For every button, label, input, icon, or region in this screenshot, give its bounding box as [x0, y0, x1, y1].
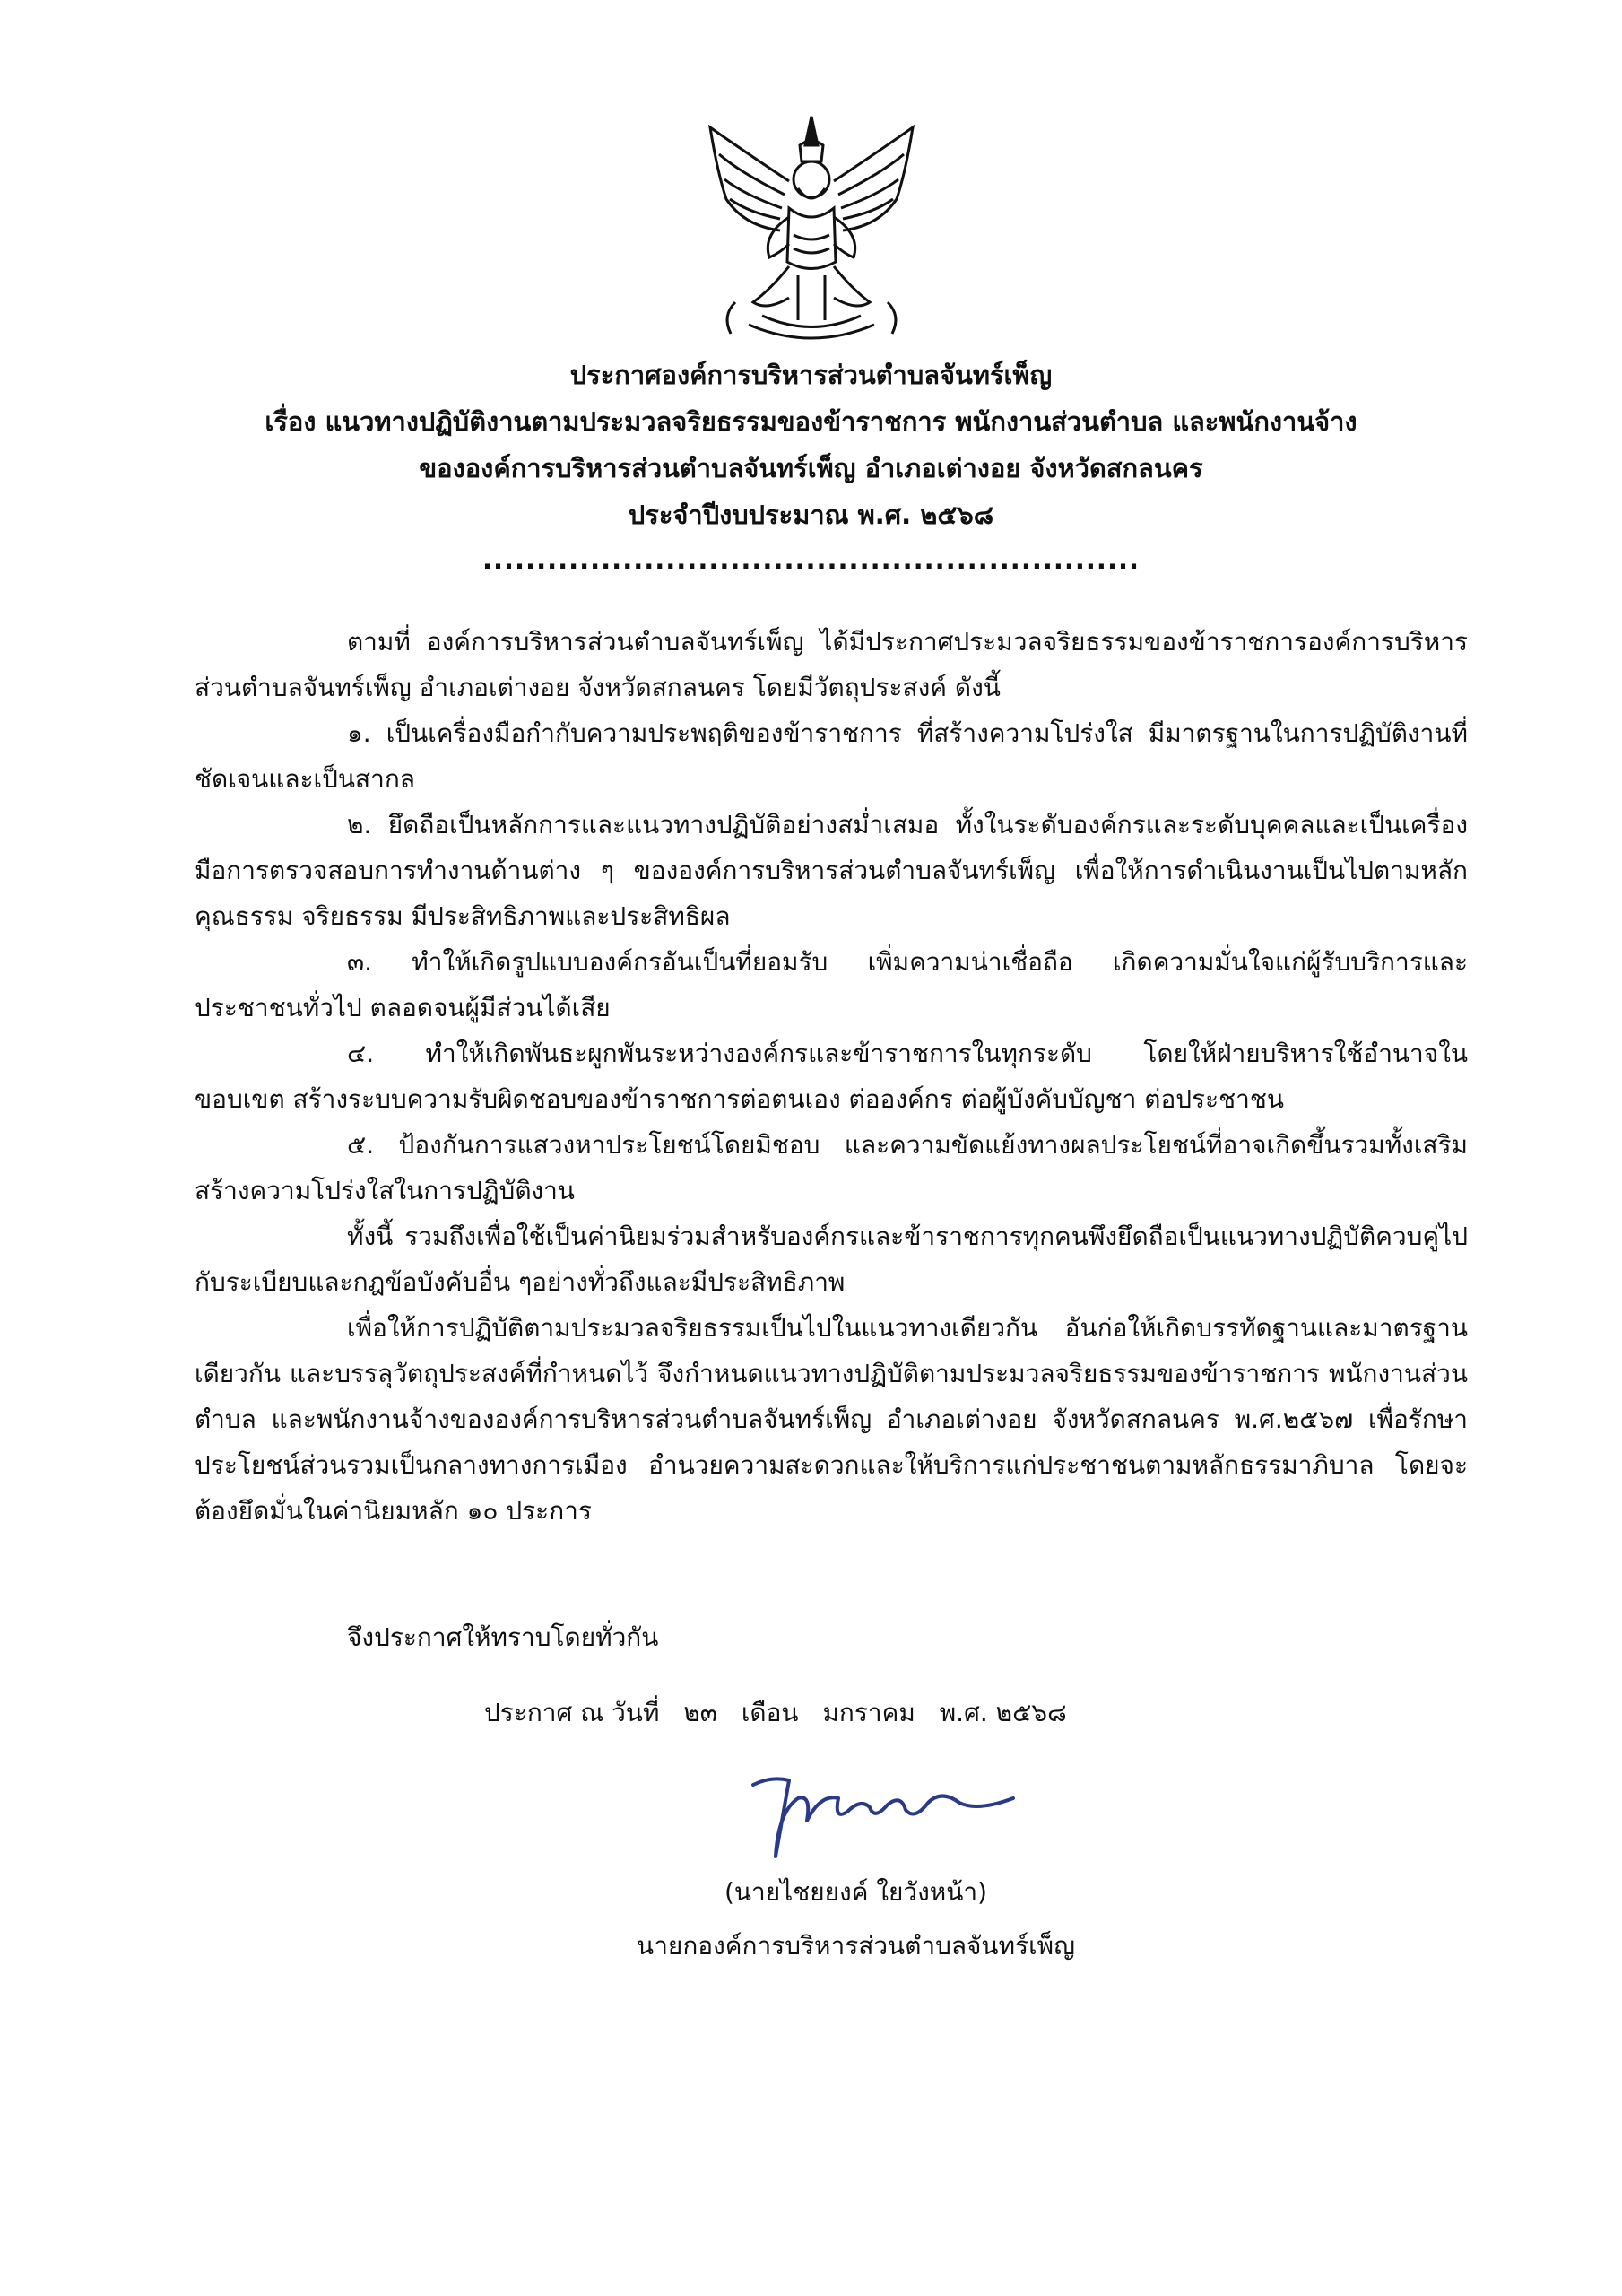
signer-name: (นายไชยยงค์ ใยวังหน้า) — [724, 1877, 988, 1907]
date-day: ๒๓ — [683, 1698, 717, 1727]
paragraph-guideline: เพื่อให้การปฏิบัติตามประมวลจริยธรรมเป็นไปในแนวทางเดียวกัน อันก่อให้เกิดบรรทัดฐานและมาตรฐานเดียวกัน และบรรลุวัตถุประสงค์ที่กำหนดไว้ จึงกำหนดแนวทางปฏิบัติตามประมวลจริยธรรมของข้าราชการ พนักงานส่วนตำบล และพนักงานจ้างขององค์การบริหารส่วนตำบลจันทร์เพ็ญ อำเภอเต่างอย จังหวัดสกลนคร พ.ศ.๒๕๖๗ เพื่อรักษาประโยชน์ส่วนรวมเป็นกลางทางการเมือง อำนวยความสะดวกและให้บริการแก่ประชาชนตามหลักธรรมาภิบาล โดยจะต้องยึดมั่นในค่านิยมหลัก ๑๐ ประการ — [195, 1313, 1468, 1526]
date-month: มกราคม — [822, 1698, 915, 1727]
date-month-label: เดือน — [741, 1698, 799, 1727]
date-prefix: ประกาศ ณ วันที่ — [484, 1698, 660, 1727]
header-fiscal-year: ประจำปีงบประมาณ พ.ศ. ๒๕๖๘ — [628, 500, 994, 530]
paragraph-objective-2: ๒. ยึดถือเป็นหลักการและแนวทางปฏิบัติอย่างสม่ำเสมอ ทั้งในระดับองค์กรและระดับบุคคลและเป็นเครื่องมือการตรวจสอบการทำงานด้านต่าง ๆ ขององค์การบริหารส่วนตำบลจันทร์เพ็ญ เพื่อให้การดำเนินงานเป็นไปตามหลักคุณธรรม จริยธรรม มีประสิทธิภาพและประสิทธิผล — [195, 810, 1468, 931]
header-organization: ขององค์การบริหารส่วนตำบลจันทร์เพ็ญ อำเภอเต่างอย จังหวัดสกลนคร — [419, 453, 1203, 483]
garuda-emblem-icon — [699, 109, 924, 352]
document-header — [143, 352, 1479, 578]
date-year: พ.ศ. ๒๕๖๘ — [939, 1698, 1067, 1727]
paragraph-objective-3: ๓. ทำให้เกิดรูปแบบองค์กรอันเป็นที่ยอมรับ เพิ่มความน่าเชื่อถือ เกิดความมั่นใจแก่ผู้รับบริการและประชาชนทั่วไป ตลอดจนผู้มีส่วนได้เสีย — [195, 947, 1468, 1022]
paragraph-objective-5: ๕. ป้องกันการแสวงหาประโยชน์โดยมิชอบ และความขัดแย้งทางผลประโยชน์ที่อาจเกิดขึ้นรวมทั้งเสริมสร้างความโปร่งใสในการปฏิบัติงาน — [195, 1130, 1468, 1205]
paragraph-objective-1: ๑. เป็นเครื่องมือกำกับความประพฤติของข้าราชการ ที่สร้างความโปร่งใส มีมาตรฐานในการปฏิบัติงานที่ชัดเจนและเป็นสากล — [195, 718, 1468, 794]
closing-statement: จึงประกาศให้ทราบโดยทั่วกัน — [347, 1622, 659, 1652]
header-divider: ............................................................. — [481, 544, 1140, 575]
paragraph-objective-4: ๔. ทำให้เกิดพันธะผูกพันระหว่างองค์กรและข้าราชการในทุกระดับ โดยให้ฝ่ายบริหารใช้อำนาจในขอบเขต สร้างระบบความรับผิดชอบของข้าราชการต่อตนเอง ต่อองค์กร ต่อผู้บังคับบัญชา ต่อประชาชน — [195, 1039, 1468, 1114]
announcement-date — [484, 1695, 1083, 1731]
header-subject: เรื่อง แนวทางปฏิบัติงานตามประมวลจริยธรรมของข้าราชการ พนักงานส่วนตำบล และพนักงานจ้าง — [265, 406, 1357, 437]
signer-title: นายกองค์การบริหารส่วนตำบลจันทร์เพ็ญ — [637, 1931, 1075, 1961]
paragraph-values: ทั้งนี้ รวมถึงเพื่อใช้เป็นค่านิยมร่วมสำหรับองค์กรและข้าราชการทุกคนพึงยึดถือเป็นแนวทางปฏิบัติควบคู่ไปกับระเบียบและกฎข้อบังคับอื่น ๆอย่างทั่วถึงและมีประสิทธิภาพ — [195, 1222, 1468, 1297]
header-title: ประกาศองค์การบริหารส่วนตำบลจันทร์เพ็ญ — [569, 360, 1053, 390]
paragraph-intro: ตามที่ องค์การบริหารส่วนตำบลจันทร์เพ็ญ ได้มีประกาศประมวลจริยธรรมของข้าราชการองค์การบริหารส่วนตำบลจันทร์เพ็ญ อำเภอเต่างอย จังหวัดสกลนคร โดยมีวัตถุประสงค์ ดังนี้ — [195, 627, 1468, 702]
document-body — [195, 619, 1468, 1534]
handwritten-signature — [735, 1749, 1022, 1874]
